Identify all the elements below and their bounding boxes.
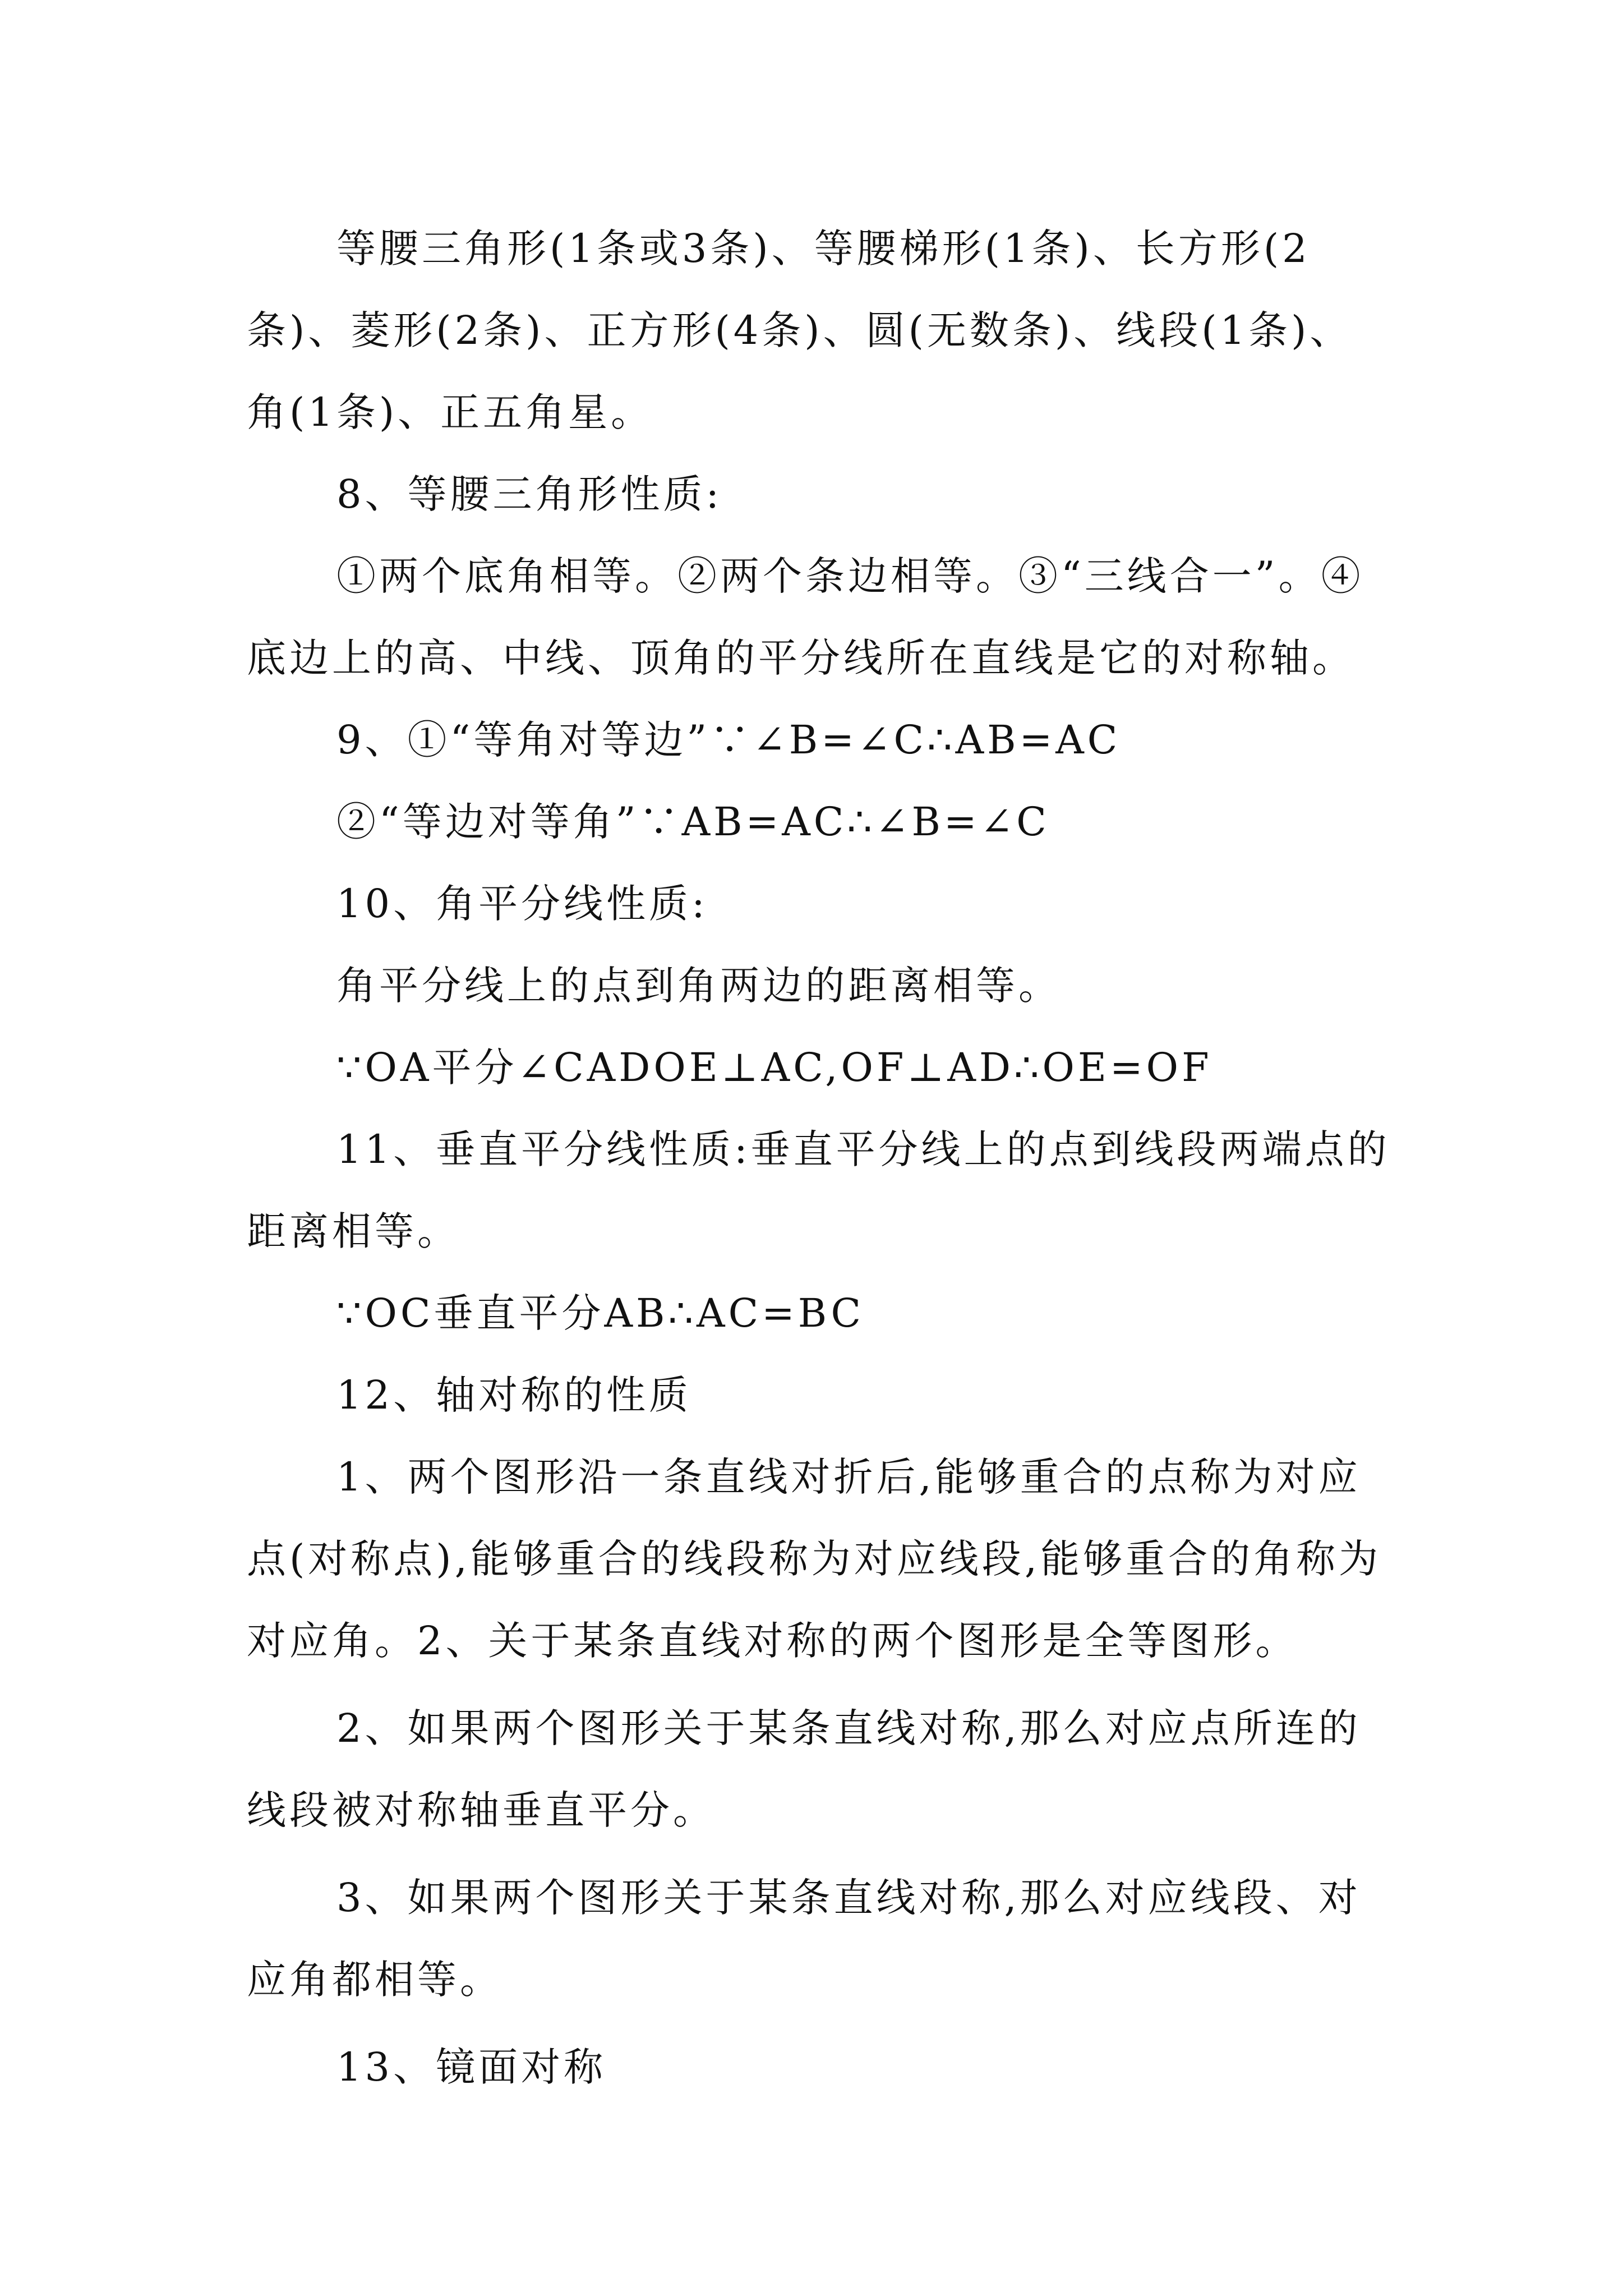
document-body [247, 208, 1391, 2108]
paragraph-heading-8: 8、等腰三角形性质: [336, 471, 723, 517]
paragraph-heading-10: 10、角平分线性质: [336, 881, 708, 927]
paragraph-bisector-proof: ∵OA平分∠CADOE⊥AC,OF⊥AD∴OE=OF [336, 1045, 1212, 1091]
paragraph-heading-13: 13、镜面对称 [336, 2044, 607, 2090]
paragraph-axis-symmetry-3: 3、如果两个图形关于某条直线对称,那么对应线段、对应角都相等。 [247, 1875, 1361, 2003]
paragraph-symmetric-shapes: 等腰三角形(1条或3条)、等腰梯形(1条)、长方形(2条)、菱形(2条)、正方形(4条)、圆(无数条)、线段(1条)、角(1条)、正五角星。 [247, 226, 1353, 435]
paragraph-isosceles-properties: ①两个底角相等。②两个条边相等。③“三线合一”。④底边上的高、中线、顶角的平分线所在直线是它的对称轴。 [247, 553, 1364, 681]
paragraph-axis-symmetry-2: 2、如果两个图形关于某条直线对称,那么对应点所连的线段被对称轴垂直平分。 [247, 1705, 1361, 1833]
paragraph-heading-11: 11、垂直平分线性质:垂直平分线上的点到线段两端点的距离相等。 [247, 1126, 1390, 1254]
paragraph-perpendicular-proof: ∵OC垂直平分AB∴AC=BC [336, 1290, 865, 1336]
paragraph-bisector-property: 角平分线上的点到角两边的距离相等。 [336, 963, 1061, 1009]
paragraph-axis-symmetry-1: 1、两个图形沿一条直线对折后,能够重合的点称为对应点(对称点),能够重合的线段称为对应线段,能够重合的角称为对应角。2、关于某条直线对称的两个图形是全等图形。 [247, 1454, 1382, 1664]
paragraph-heading-12: 12、轴对称的性质 [336, 1372, 692, 1418]
paragraph-heading-9: 9、①“等角对等边”∵∠B=∠C∴AB=AC [336, 717, 1121, 763]
paragraph-equal-sides-equal-angles: ②“等边对等角”∵AB=AC∴∠B=∠C [336, 799, 1050, 845]
